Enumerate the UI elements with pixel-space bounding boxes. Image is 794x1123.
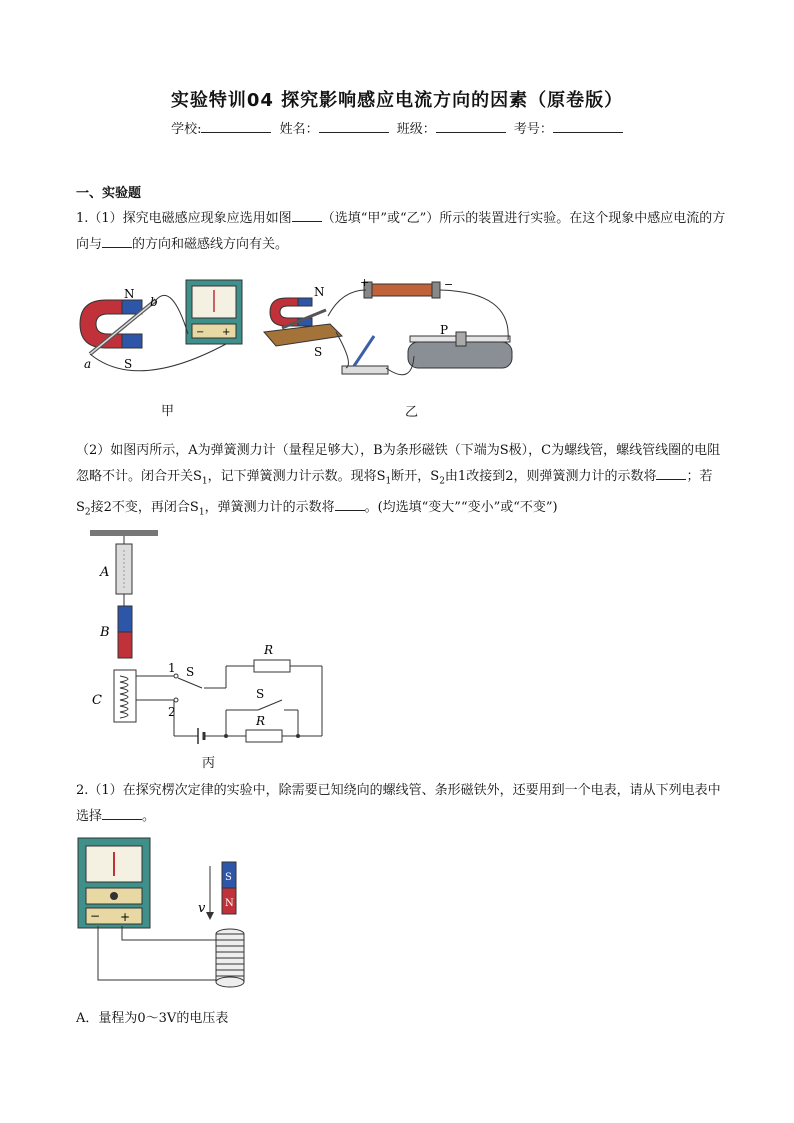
q2-magnet-n: N xyxy=(225,898,234,909)
resistor-r2 xyxy=(246,730,282,742)
solenoid-c xyxy=(114,670,136,722)
label-s2: S xyxy=(186,665,195,679)
sub: 1 xyxy=(201,476,208,487)
label-p: P xyxy=(440,323,449,337)
class-label: 班级： xyxy=(396,122,436,137)
ceiling xyxy=(90,530,158,536)
q1-text-a: 1.（1）探究电磁感应现象应选用如图 xyxy=(76,211,292,226)
q1-text-b: （选填“甲”或“乙”）所示的装置进行实验。在这个现象中感应电流的方向与 xyxy=(76,211,726,252)
q1p2-g: ，弹簧测力计的示数将 xyxy=(204,499,335,515)
resistor-r1 xyxy=(254,660,290,672)
q1-text-c: 的方向和磁感线方向有关。 xyxy=(132,237,289,252)
student-info-line xyxy=(0,118,794,137)
label-b: b xyxy=(150,295,158,309)
knife-switch xyxy=(342,366,388,374)
q2-minus: − xyxy=(90,909,101,923)
battery-plus: + xyxy=(360,276,370,289)
label-r2: R xyxy=(256,714,266,728)
q2-text-a: 2.（1）在探究楞次定律的实验中，除需要已知绕向的螺线管、条形磁铁外，还要用到一个电表，请从下列电表中选择 xyxy=(76,783,721,824)
class-blank[interactable] xyxy=(436,120,506,133)
switch-s1 xyxy=(258,700,282,710)
q1-blank-2[interactable] xyxy=(102,235,132,248)
label-r1: R xyxy=(264,643,274,657)
number-blank[interactable] xyxy=(553,120,623,133)
battery xyxy=(370,284,434,296)
q1p2-c: 断开，S xyxy=(391,469,440,484)
name-label: 姓名： xyxy=(279,122,319,137)
yi-label-n: N xyxy=(314,285,325,299)
q1-blank-3[interactable] xyxy=(656,467,686,480)
number-label: 考号： xyxy=(513,122,553,137)
arrow-down-icon xyxy=(206,912,214,920)
galv-minus: − xyxy=(196,327,205,338)
option-a-text: A．量程为0～3V的电压表 xyxy=(76,1011,229,1026)
sub: 1 xyxy=(198,507,205,518)
label-1: 1 xyxy=(168,661,176,675)
galv-plus: + xyxy=(222,327,231,338)
q1p2-b: ，记下弹簧测力计示数。现将S xyxy=(207,469,386,484)
q1p2-a: （2）如图丙所示，A为弹簧测力计（量程足够大），B为条形磁铁（下端为S极），C为螺线管，螺线管线圈的电阻忽略不计。闭合开关S xyxy=(76,443,721,484)
section-title: 一、实验题 xyxy=(76,186,142,201)
sub: 1 xyxy=(385,476,392,487)
caption-yi: 乙 xyxy=(405,405,419,420)
label-s: S xyxy=(124,357,133,371)
label-n: N xyxy=(124,287,135,301)
caption-bing: 丙 xyxy=(202,756,216,771)
name-blank[interactable] xyxy=(319,120,389,133)
figure-jia xyxy=(76,272,256,382)
q1p2-f: 接2不变，再闭合S xyxy=(90,499,199,515)
q1p2-h: 。(均选填“变大”“变小”或“不变”) xyxy=(364,499,558,515)
label-v: v xyxy=(198,901,206,916)
q1p2-d: 由1改接到2，则弹簧测力计的示数将 xyxy=(444,469,657,484)
q2-text xyxy=(76,778,726,830)
school-label: 学校: xyxy=(171,122,202,137)
switch-s2 xyxy=(178,678,202,688)
label-a: a xyxy=(84,357,92,371)
q1-blank-4[interactable] xyxy=(335,498,365,511)
q1p2-e: ；若S xyxy=(76,469,713,515)
sub: 2 xyxy=(439,476,445,487)
magnet-b xyxy=(118,606,132,632)
q1-part2-text xyxy=(76,438,726,525)
figure-yi xyxy=(262,276,522,388)
label-C: C xyxy=(92,693,102,708)
yi-label-s: S xyxy=(314,345,323,359)
q1-part1-text xyxy=(76,206,726,258)
label-2: 2 xyxy=(168,705,176,719)
figure-bing xyxy=(86,530,336,750)
q2-blank[interactable] xyxy=(102,807,142,820)
q1-blank-1[interactable] xyxy=(292,209,322,222)
sub: 2 xyxy=(84,507,91,518)
q2-magnet-s: S xyxy=(225,872,232,883)
label-B: B xyxy=(100,625,110,640)
q2-option-a[interactable] xyxy=(76,1006,726,1032)
battery-minus: − xyxy=(444,278,454,291)
q2-text-b: 。 xyxy=(142,809,156,824)
magnet-s-pole xyxy=(122,334,142,348)
figure-q2 xyxy=(76,836,256,996)
label-A: A xyxy=(100,565,110,580)
q2-plus: + xyxy=(120,910,131,924)
base-board xyxy=(264,324,342,346)
caption-jia: 甲 xyxy=(161,404,175,419)
page-title: 实验特训04 探究影响感应电流方向的因素（原卷版） xyxy=(170,90,624,111)
school-blank[interactable] xyxy=(201,120,271,133)
label-s1: S xyxy=(256,687,265,701)
